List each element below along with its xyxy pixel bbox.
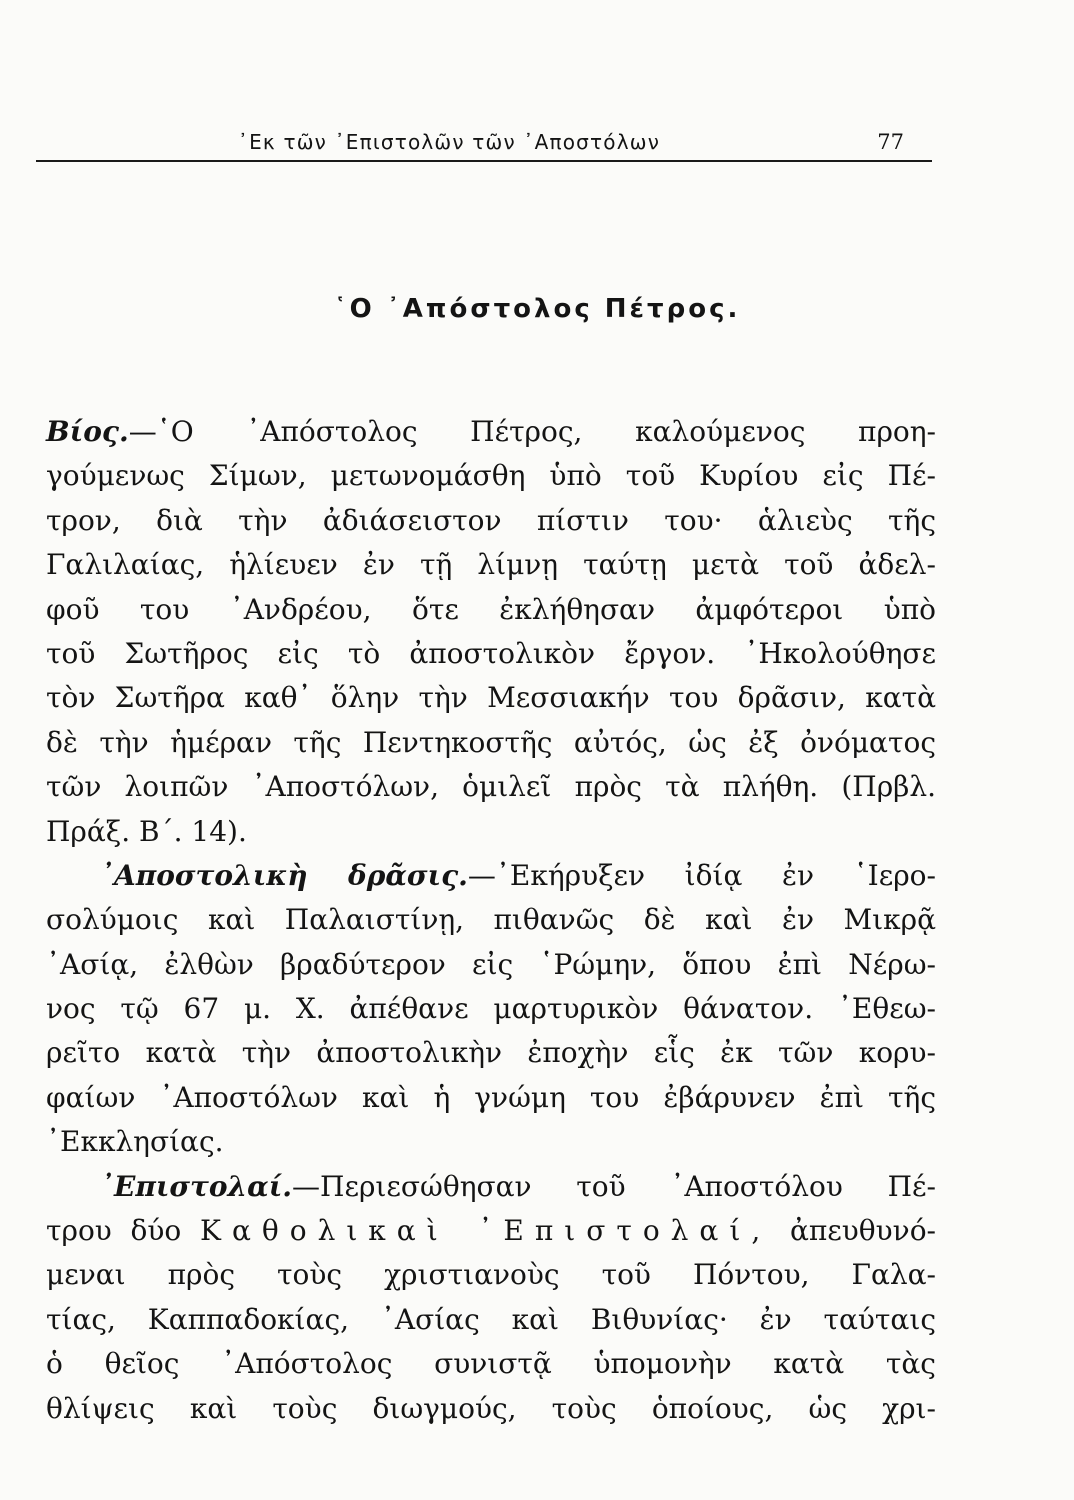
paragraph-line: τρον, διὰ τὴν ἀδιάσειστον πίστιν του· ἁλιεὺς τῆς: [46, 503, 936, 537]
running-head: [36, 128, 932, 162]
paragraph-line: σολύμοις καὶ Παλαιστίνῃ, πιθανῶς δὲ καὶ ἐν Μικρᾷ: [46, 903, 936, 937]
paragraph-line: ρεῖτο κατὰ τὴν ἀποστολικὴν ἐποχὴν εἷς ἐκ τῶν κορυ-: [46, 1036, 936, 1070]
paragraph-line: φοῦ του ᾿Ανδρέου, ὅτε ἐκλήθησαν ἀμφότεροι ὑπὸ: [46, 592, 936, 626]
chapter-title: ῾Ο ᾿Απόστολος Πέτρος.: [333, 294, 741, 324]
paragraph-line: Πράξ. Β΄. 14).: [46, 814, 247, 848]
paragraph-line: φαίων ᾿Αποστόλων καὶ ἡ γνώμη του ἐβάρυνεν ἐπὶ τῆς: [46, 1080, 936, 1114]
paragraph-line: [46, 1165, 936, 1209]
section-heading-drasis: ᾿Αποστολικὴ δρᾶσις.: [100, 858, 468, 892]
paragraph-line: [46, 854, 936, 898]
paragraph-line: ᾿Εκκλησίας.: [46, 1125, 224, 1159]
paragraph-line: [46, 410, 936, 454]
section-heading-bios: Βίος.: [46, 415, 129, 448]
paragraph-line: δὲ τὴν ἡμέραν τῆς Πεντηκοστῆς αὐτός, ὡς ἐξ ὀνόματος: [46, 725, 936, 759]
running-head-title: ᾿Εκ τῶν ᾿Επιστολῶν τῶν ᾿Αποστόλων: [237, 130, 661, 154]
paragraph-text: τρου δύο: [46, 1214, 182, 1248]
spaced-emphasis-text: Καθολικαὶ ᾿Επιστολαί,: [200, 1214, 772, 1248]
paragraph-line: τίας, Καππαδοκίας, ᾿Ασίας καὶ Βιθυνίας· ἐν ταύταις: [46, 1302, 936, 1336]
section-heading-epistolai: ᾿Επιστολαί.: [100, 1169, 293, 1203]
paragraph-text: ἀπευθυνό-: [789, 1214, 937, 1248]
paragraph-line: νος τῷ 67 μ. Χ. ἀπέθανε μαρτυρικὸν θάνατον. ᾿Εθεω-: [46, 992, 936, 1026]
paragraph-text: —Περιεσώθησαν τοῦ ᾿Αποστόλου Πέ-: [292, 1169, 936, 1203]
paragraph-line: θλίψεις καὶ τοὺς διωγμούς, τοὺς ὁποίους, ὡς χρι-: [46, 1391, 936, 1425]
paragraph-text: —῾Ο ᾿Απόστολος Πέτρος, καλούμενος προη-: [128, 415, 936, 448]
paragraph-line: γούμενως Σίμων, μετωνομάσθη ὑπὸ τοῦ Κυρίου εἰς Πέ-: [46, 459, 936, 493]
paragraph-line: ὁ θεῖος ᾿Απόστολος συνιστᾷ ὑπομονὴν κατὰ τὰς: [46, 1347, 936, 1381]
paragraph-line: τὸν Σωτῆρα καθ᾿ ὅλην τὴν Μεσσιακήν του δρᾶσιν, κατὰ: [46, 681, 936, 715]
paragraph-text: —᾿Εκήρυξεν ἰδίᾳ ἐν ῾Ιερο-: [467, 858, 936, 892]
page-number: 77: [877, 130, 904, 154]
paragraph-line: [46, 1209, 936, 1253]
body-text: [46, 410, 936, 1431]
paragraph-line: τοῦ Σωτῆρος εἰς τὸ ἀποστολικὸν ἔργον. ᾿Ηκολούθησε: [46, 636, 936, 670]
paragraph-line: τῶν λοιπῶν ᾿Αποστόλων, ὁμιλεῖ πρὸς τὰ πλήθη. (Πρβλ.: [46, 770, 936, 804]
paragraph-line: Γαλιλαίας, ἡλίευεν ἐν τῇ λίμνῃ ταύτῃ μετὰ τοῦ ἀδελ-: [46, 548, 936, 582]
paragraph-line: μεναι πρὸς τοὺς χριστιανοὺς τοῦ Πόντου, Γαλα-: [46, 1258, 936, 1292]
paragraph-line: ᾿Ασίᾳ, ἐλθὼν βραδύτερον εἰς ῾Ρώμην, ὅπου ἐπὶ Νέρω-: [46, 947, 936, 981]
